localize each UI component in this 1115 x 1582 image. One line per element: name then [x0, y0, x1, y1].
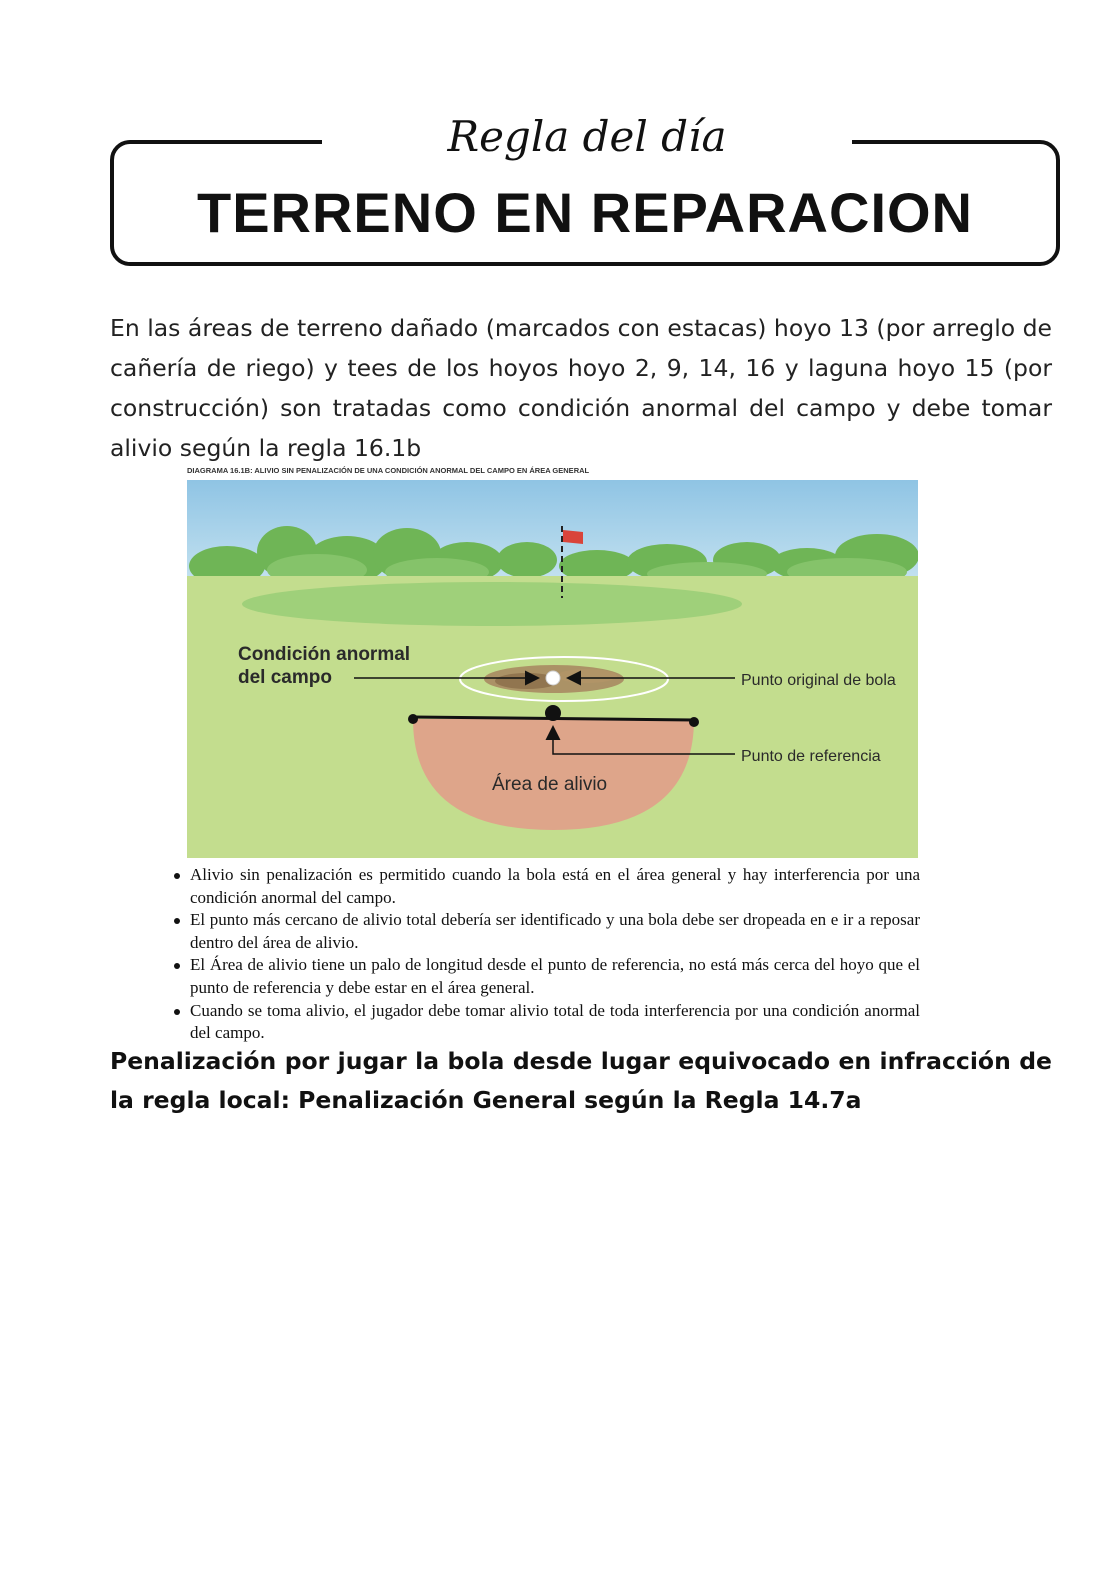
bullet-icon — [174, 918, 180, 924]
list-item: Cuando se toma alivio, el jugador debe tomar alivio total de toda interferencia por una condición anormal del campo. — [172, 1000, 920, 1045]
penalty-paragraph: Penalización por jugar la bola desde lugar equivocado en infracción de la regla local: Penalización General según la Regla 14.7a — [110, 1047, 1052, 1114]
label-reference-point: Punto de referencia — [741, 748, 881, 765]
label-relief-area: Área de alivio — [492, 774, 608, 795]
putting-green — [242, 582, 742, 626]
diagram-caption: DIAGRAMA 16.1B: ALIVIO SIN PENALIZACIÓN DE UNA CONDICIÓN ANORMAL DEL CAMPO EN ÁREA GENERAL — [187, 466, 590, 475]
flag — [563, 530, 583, 544]
list-item: El Área de alivio tiene un palo de longitud desde el punto de referencia, no está más cerca del hoyo que el punto de referencia y debe estar en el área general. — [172, 954, 920, 999]
list-item: El punto más cercano de alivio total debería ser identificado y una bola debe ser dropeada en e ir a reposar dentro del área de alivio. — [172, 909, 920, 954]
label-condition-line1: Condición anormal — [238, 644, 411, 665]
intro-paragraph: En las áreas de terreno dañado (marcados con estacas) hoyo 13 (por arreglo de cañería de riego) y tees de los hoyos hoyo 2, 9, 14, 16 y laguna hoyo 15 (por construcción) son tratadas como condición anormal del campo y debe tomar alivio según la regla 16.1b — [110, 314, 1052, 462]
bullet-icon — [174, 873, 180, 879]
bullet-list — [172, 864, 920, 1045]
label-original-ball: Punto original de bola — [741, 672, 896, 689]
relief-diagram — [187, 480, 918, 858]
bullet-icon — [174, 963, 180, 969]
label-condition-line2: del campo — [238, 667, 332, 688]
list-item: Alivio sin penalización es permitido cuando la bola está en el área general y hay interferencia por una condición anormal del campo. — [172, 864, 920, 909]
bullet-icon — [174, 1009, 180, 1015]
reference-point — [545, 705, 561, 721]
page-title: TERRENO EN REPARACION — [196, 181, 973, 244]
subtitle: Regla del día — [447, 112, 727, 161]
ball — [546, 671, 560, 685]
header — [110, 110, 1058, 266]
